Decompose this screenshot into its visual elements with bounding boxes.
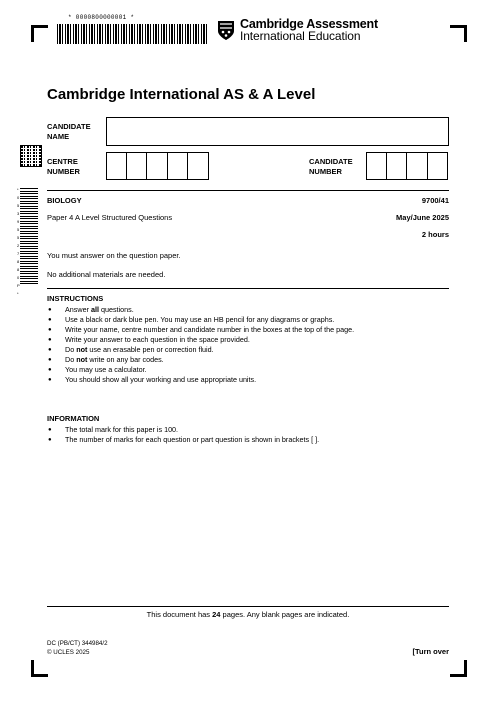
side-barcode-char: P bbox=[17, 283, 20, 288]
barcode-image bbox=[57, 24, 207, 44]
corner-mark-bottom-right bbox=[450, 660, 467, 677]
instructions-list bbox=[47, 305, 354, 385]
exam-duration: 2 hours bbox=[421, 230, 449, 239]
centre-number-cell[interactable] bbox=[106, 152, 127, 180]
answer-note: You must answer on the question paper. bbox=[47, 251, 181, 260]
paper-title: Paper 4 A Level Structured Questions bbox=[47, 213, 173, 222]
candidate-number-label: CANDIDATE NUMBER bbox=[309, 157, 353, 176]
centre-number-cell[interactable] bbox=[147, 152, 168, 180]
candidate-name-field[interactable] bbox=[106, 117, 449, 146]
instruction-item: ● Answer all questions. bbox=[47, 305, 354, 315]
instruction-item: ● Do not write on any bar codes. bbox=[47, 355, 354, 365]
candidate-number-cell[interactable] bbox=[407, 152, 428, 180]
qualification-title: Cambridge International AS & A Level bbox=[47, 86, 316, 103]
qr-code bbox=[21, 146, 41, 166]
information-item: ● The total mark for this paper is 100. bbox=[47, 425, 319, 435]
side-barcode bbox=[20, 188, 38, 284]
candidate-number-field[interactable] bbox=[366, 152, 448, 180]
candidate-name-label: CANDIDATE NAME bbox=[47, 122, 91, 141]
instruction-item: ● Do not use an erasable pen or correction fluid. bbox=[47, 345, 354, 355]
instruction-item: ● You may use a calculator. bbox=[47, 365, 354, 375]
materials-note: No additional materials are needed. bbox=[47, 270, 166, 279]
centre-number-label: CENTRE NUMBER bbox=[47, 157, 80, 176]
side-barcode-char: * bbox=[17, 291, 19, 296]
logo-line-2: International Education bbox=[240, 29, 361, 43]
corner-mark-bottom-left bbox=[31, 660, 48, 677]
divider bbox=[47, 606, 449, 607]
corner-mark-top-left bbox=[31, 25, 48, 42]
component-code: 9700/41 bbox=[421, 196, 449, 205]
page-count-note: This document has 24 pages. Any blank pages are indicated. bbox=[146, 610, 350, 619]
information-heading: INFORMATION bbox=[47, 414, 100, 423]
candidate-number-cell[interactable] bbox=[428, 152, 449, 180]
centre-number-field[interactable] bbox=[106, 152, 209, 180]
centre-number-cell[interactable] bbox=[127, 152, 148, 180]
copyright-notice: © UCLES 2025 bbox=[47, 649, 90, 656]
information-item: ● The number of marks for each question or part question is shown in brackets [ ]. bbox=[47, 435, 319, 445]
divider bbox=[47, 288, 449, 289]
document-reference: DC (PB/CT) 344984/2 bbox=[47, 640, 108, 647]
shield-icon bbox=[217, 20, 235, 41]
side-barcode-characters: * 0 5 3 9 5 5 2 7 8 8 0 bbox=[17, 187, 20, 280]
centre-number-cell[interactable] bbox=[168, 152, 189, 180]
candidate-number-cell[interactable] bbox=[387, 152, 408, 180]
instruction-item: ● Write your answer to each question in the space provided. bbox=[47, 335, 354, 345]
instruction-item: ● You should show all your working and use appropriate units. bbox=[47, 375, 354, 385]
instruction-item: ● Write your name, centre number and candidate number in the boxes at the top of the page. bbox=[47, 325, 354, 335]
turn-over-label: [Turn over bbox=[412, 647, 449, 656]
corner-mark-top-right bbox=[450, 25, 467, 42]
exam-session: May/June 2025 bbox=[396, 213, 449, 222]
instructions-heading: INSTRUCTIONS bbox=[47, 294, 104, 303]
barcode-number: * 0000800000001 * bbox=[68, 14, 135, 21]
divider bbox=[47, 190, 449, 191]
centre-number-cell[interactable] bbox=[188, 152, 209, 180]
cambridge-logo bbox=[217, 18, 378, 42]
information-list bbox=[47, 425, 319, 445]
instruction-item: ● Use a black or dark blue pen. You may use an HB pencil for any diagrams or graphs. bbox=[47, 315, 354, 325]
logo-line-1: Cambridge Assessment bbox=[240, 17, 378, 31]
candidate-number-cell[interactable] bbox=[366, 152, 387, 180]
subject-title: BIOLOGY bbox=[47, 196, 82, 205]
